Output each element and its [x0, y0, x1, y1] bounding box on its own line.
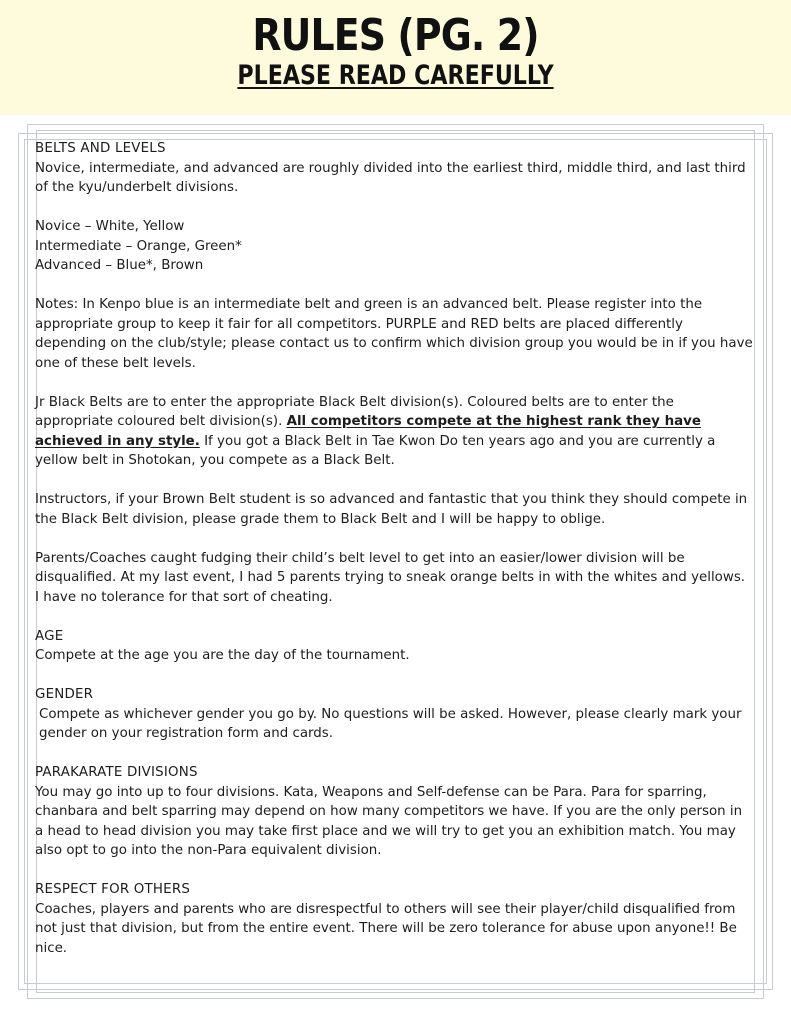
gender-heading: GENDER	[35, 687, 94, 702]
header-band	[0, 0, 791, 115]
parakarate-text: You may go into up to four divisions. Kata, Weapons and Self-defense can be Para. Para for sparring, chanbara and belt sparring may depend on how many competitors we have. If you are the only person in a head to head division you may take first place and we will try to get you an exhibition match. You may also opt to go into the non-Para equivalent division.	[35, 784, 743, 858]
black-belt-paragraph	[35, 393, 753, 471]
highest-rank-rule: All competitors compete at the highest rank they have achieved in any style.	[35, 414, 701, 449]
page-title: RULES (PG. 2)	[252, 10, 539, 61]
respect-heading: RESPECT FOR OTHERS	[35, 882, 191, 897]
gender-text: Compete as whichever gender you go by. No questions will be asked. However, please clearly mark your gender on your registration form and cards.	[39, 706, 742, 741]
belt-levels-list	[35, 217, 753, 276]
belt-level-advanced: Advanced – Blue*, Brown	[35, 258, 204, 273]
gender-section	[35, 685, 753, 744]
instructors-paragraph: Instructors, if your Brown Belt student is so advanced and fantastic that you think they should compete in the Black Belt division, please grade them to Black Belt and I will be happy to oblige.	[35, 492, 748, 527]
age-text: Compete at the age you are the day of the tournament.	[35, 648, 410, 663]
age-section	[35, 627, 753, 666]
belts-section	[35, 139, 753, 198]
age-heading: AGE	[35, 628, 64, 644]
parents-paragraph: Parents/Coaches caught fudging their child’s belt level to get into an easier/lower division will be disqualified. At my last event, I had 5 parents trying to sneak orange belts in with the whites and yellows. I have no tolerance for that sort of cheating.	[35, 550, 746, 605]
belts-heading: BELTS AND LEVELS	[35, 141, 166, 156]
belt-level-intermediate: Intermediate – Orange, Green*	[35, 238, 242, 254]
black-belt-text-end: If you got a Black Belt in Tae Kwon Do ten years ago and you are currently a yellow belt in Shotokan, you compete as a Black Belt.	[35, 433, 716, 468]
belts-notes: Notes: In Kenpo blue is an intermediate belt and green is an advanced belt. Please register into the appropriate group to keep it fair for all competitors. PURPLE and RED belts are placed differently depending on the club/style; please contact us to confirm which division group you would be in if you have one of these belt levels.	[35, 297, 753, 371]
parakarate-section	[35, 763, 753, 861]
rules-content	[35, 139, 753, 978]
respect-text: Coaches, players and parents who are disrespectful to others will see their player/child disqualified from not just that division, but from the entire event. There will be zero tolerance for abuse upon anyone!! Be nice.	[35, 901, 737, 956]
belt-level-novice: Novice – White, Yellow	[35, 219, 185, 234]
respect-section	[35, 880, 753, 958]
page-subtitle: PLEASE READ CAREFULLY	[237, 60, 554, 91]
belts-intro: Novice, intermediate, and advanced are roughly divided into the earliest third, middle third, and last third of the kyu/underbelt divisions.	[35, 160, 746, 195]
parakarate-heading: PARAKARATE DIVISIONS	[35, 765, 198, 780]
black-belt-text-start: Jr Black Belts are to enter the appropriate Black Belt division(s). Coloured belts are to enter the appropriate coloured belt division(s).	[35, 394, 674, 429]
